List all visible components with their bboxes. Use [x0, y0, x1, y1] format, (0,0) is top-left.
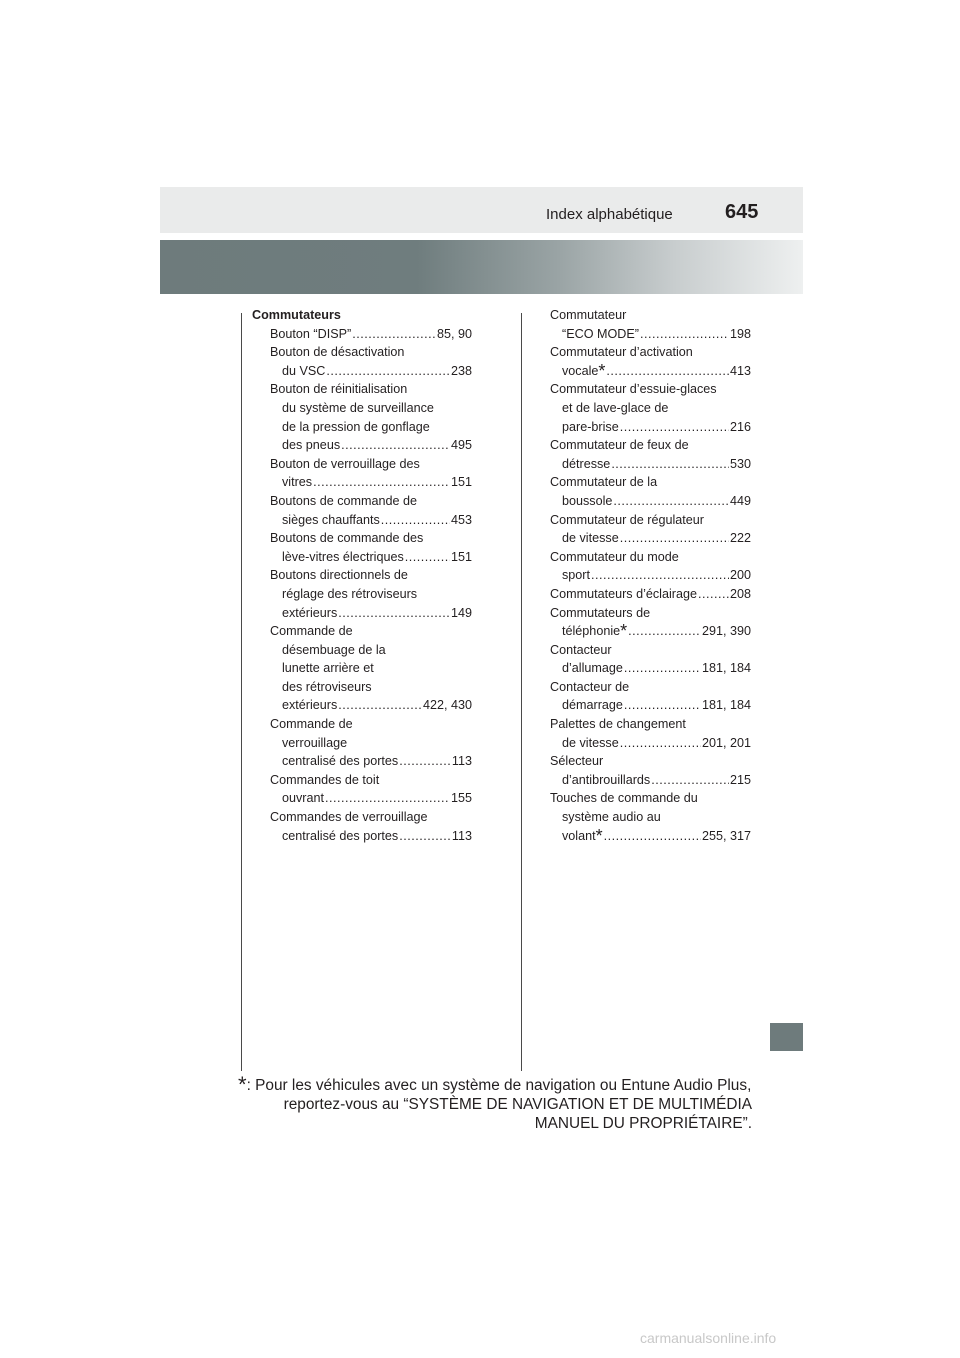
index-entry-last-line: téléphonie * . . . 291, 390: [550, 622, 751, 641]
index-entry: [550, 343, 751, 380]
index-entry-line: Bouton de désactivation: [270, 345, 405, 360]
leader-dots: [352, 325, 436, 344]
index-page-ref: 216: [729, 419, 751, 434]
index-entry: [270, 529, 472, 566]
leader-dots: [325, 789, 450, 808]
leader-dots: [611, 455, 729, 474]
index-entry-last-line: [270, 752, 472, 771]
index-entry: [550, 585, 751, 604]
leader-dots: [326, 362, 450, 381]
leader-dots: [698, 585, 729, 604]
right-column-rule: [521, 313, 522, 1071]
index-entry-line: lunette arrière et: [282, 661, 374, 676]
index-entry-line: verrouillage: [282, 735, 348, 750]
index-page-ref: 422, 430: [422, 698, 472, 713]
index-entry-line: et de lave-glace de: [562, 400, 669, 415]
index-column-left: [252, 306, 472, 845]
leader-dots: [628, 622, 701, 641]
index-page-ref: 238: [450, 363, 472, 378]
index-page-ref: 149: [450, 605, 472, 620]
index-entry-text: boussole: [562, 493, 613, 508]
leader-dots: [604, 827, 701, 846]
index-entry-line: Touches de commande du: [550, 791, 698, 806]
index-entry-line: Commutateur du mode: [550, 549, 679, 564]
leader-dots: [620, 734, 701, 753]
index-entry-text: vitres: [282, 475, 313, 490]
index-page-ref: 200: [729, 568, 751, 583]
index-entry-last-line: vocale * . . . 413: [550, 362, 751, 381]
index-entry-line: désembuage de la: [282, 642, 386, 657]
leader-dots: [640, 325, 729, 344]
leader-dots: [338, 696, 422, 715]
left-column-rule: [241, 313, 242, 1071]
index-entry-line: Contacteur: [550, 642, 612, 657]
index-page-ref: 113: [451, 754, 472, 769]
index-entry-line: Commutateur d’activation: [550, 345, 693, 360]
index-entry-text: de vitesse: [562, 531, 619, 546]
index-page-ref: 215: [729, 772, 751, 787]
leader-dots: [399, 752, 451, 771]
index-entry-text: centralisé des portes: [282, 828, 399, 843]
leader-dots: [606, 362, 729, 381]
index-entry-line: Commutateurs de: [550, 605, 651, 620]
leader-dots: [624, 696, 701, 715]
index-entry-last-line: [270, 548, 472, 567]
leader-dots: [381, 511, 450, 530]
index-entry: [270, 808, 472, 845]
leader-dots: [399, 827, 451, 846]
index-entry: [550, 752, 751, 789]
index-entry-line: Boutons de commande de: [270, 493, 418, 508]
index-entry-last-line: [550, 492, 751, 511]
index-page-ref: 255, 317: [701, 828, 751, 843]
index-entry: [550, 789, 751, 845]
index-entry: [270, 622, 472, 715]
index-entry-line: Commande de: [270, 624, 353, 639]
index-entry-text: centralisé des portes: [282, 754, 399, 769]
index-entry-line: Commande de: [270, 717, 353, 732]
index-entry-last-line: [550, 529, 751, 548]
index-entry: [270, 325, 472, 344]
index-page-ref: 181, 184: [701, 661, 751, 676]
index-entry: [550, 306, 751, 343]
index-entry-text: lève-vitres électriques: [282, 549, 404, 564]
index-entry-text: d’antibrouillards: [562, 772, 651, 787]
index-entry-last-line: [550, 734, 751, 753]
index-entry-text: sport: [562, 568, 590, 583]
index-entry-line: Commutateur d’essuie-glaces: [550, 382, 717, 397]
header-band: [160, 187, 803, 233]
section-title: Index alphabétique: [546, 206, 673, 223]
index-entry-text: “ECO MODE”: [562, 326, 639, 341]
index-entry-line: de la pression de gonflage: [282, 419, 430, 434]
index-entry-text: détresse: [562, 456, 611, 471]
footnote-line-3: MANUEL DU PROPRIÉTAIRE”.: [534, 1115, 752, 1132]
index-entry-last-line: [550, 455, 751, 474]
index-page-ref: 291, 390: [701, 624, 751, 639]
index-entry-text: vocale: [562, 363, 599, 378]
index-entry-last-line: [550, 771, 751, 790]
index-entry: [550, 678, 751, 715]
index-entry-line: Commandes de toit: [270, 772, 380, 787]
index-entry-text: volant: [562, 828, 596, 843]
index-entry-text: du VSC: [282, 363, 326, 378]
index-page-ref: 453: [450, 512, 472, 527]
index-entry-line: Commutateur: [550, 308, 627, 322]
index-entry-text: d’allumage: [562, 661, 623, 676]
index-entry-last-line: [270, 604, 472, 623]
leader-dots: [341, 436, 450, 455]
leader-dots: [338, 604, 450, 623]
footnote-line-1: *: Pour les véhicules avec un système de navigation ou Entune Audio Plus,: [238, 1072, 752, 1097]
index-entry: [550, 641, 751, 678]
index-entry-text: Bouton “DISP”: [270, 326, 352, 341]
index-entry: [550, 604, 751, 641]
index-entry-line: Commutateur de régulateur: [550, 512, 705, 527]
index-entry-text: sièges chauffants: [282, 512, 380, 527]
page-number: 645: [725, 201, 759, 223]
index-entry-text: téléphonie: [562, 624, 621, 639]
index-entry-line: Bouton de réinitialisation: [270, 382, 408, 397]
index-entry-line: Sélecteur: [550, 754, 604, 769]
index-heading: Commutateurs: [252, 308, 341, 322]
index-page-ref: 495: [450, 438, 472, 453]
index-entry-last-line: [550, 696, 751, 715]
index-page-ref: 155: [450, 791, 472, 806]
index-entry: [550, 473, 751, 510]
leader-dots: [624, 659, 701, 678]
index-entry-line: Commutateur de la: [550, 475, 658, 490]
index-entry-line: système audio au: [562, 810, 661, 825]
index-entry: [270, 771, 472, 808]
index-page-ref: 181, 184: [701, 698, 751, 713]
index-entry-line: Commandes de verrouillage: [270, 810, 428, 825]
watermark: carmanualsonline.info: [640, 1330, 777, 1346]
index-entry-last-line: [550, 566, 751, 585]
index-entry-text: démarrage: [562, 698, 623, 713]
leader-dots: [651, 771, 729, 790]
index-page-ref: 201, 201: [701, 735, 751, 750]
index-entry-last-line: [270, 827, 472, 846]
index-entry-text: extérieurs: [282, 605, 338, 620]
index-entry-text: de vitesse: [562, 735, 619, 750]
index-entry-last-line: [550, 659, 751, 678]
index-entry-text: ouvrant: [282, 791, 325, 806]
index-entry: [270, 492, 472, 529]
index-page-ref: 198: [729, 326, 751, 341]
index-entry-last-line: [270, 362, 472, 381]
index-entry-last-line: [270, 473, 472, 492]
index-page-ref: 208: [729, 586, 751, 601]
index-entry-text: extérieurs: [282, 698, 338, 713]
index-page-ref: 151: [450, 475, 472, 490]
leader-dots: [620, 418, 729, 437]
index-entry-line: réglage des rétroviseurs: [282, 586, 418, 601]
index-entry-line: Palettes de changement: [550, 717, 686, 732]
index-entry-last-line: [550, 325, 751, 344]
index-entry-last-line: [270, 789, 472, 808]
index-entry: [550, 511, 751, 548]
index-entry-text: des pneus: [282, 438, 341, 453]
leader-dots: [405, 548, 450, 567]
index-entry-line: Commutateur de feux de: [550, 438, 689, 453]
index-page-ref: 85, 90: [436, 326, 472, 341]
footnote-line-2: reportez-vous au “SYSTÈME DE NAVIGATION ET DE MULTIMÉDIA: [283, 1096, 752, 1113]
index-page-ref: 151: [450, 549, 472, 564]
index-entry-last-line: [270, 696, 472, 715]
index-entry: [270, 566, 472, 622]
index-entry: [270, 380, 472, 454]
index-entry-text: Commutateurs d’éclairage: [550, 586, 697, 601]
footnote: [238, 1072, 752, 1133]
index-entry-line: Contacteur de: [550, 679, 630, 694]
index-page-ref: 449: [729, 493, 751, 508]
index-entry-text: pare-brise: [562, 419, 619, 434]
index-entry-line: Boutons directionnels de: [270, 568, 408, 583]
index-entry-last-line: [270, 511, 472, 530]
chapter-tab: [770, 1023, 803, 1051]
footnote-star: *: [238, 1072, 247, 1097]
index-entry: [270, 455, 472, 492]
index-column-right: [550, 306, 751, 845]
index-entry: [270, 715, 472, 771]
index-entry: [550, 436, 751, 473]
index-entry-last-line: [270, 436, 472, 455]
index-entry: [550, 380, 751, 436]
index-entry-last-line: [270, 325, 472, 344]
index-entry-last-line: [550, 418, 751, 437]
leader-dots: [613, 492, 729, 511]
index-entry-last-line: volant * . . . 255, 317: [550, 827, 751, 846]
index-page-ref: 113: [451, 828, 472, 843]
index-entry-line: des rétroviseurs: [282, 679, 372, 694]
leader-dots: [620, 529, 729, 548]
index-entry: [270, 343, 472, 380]
index-entry-line: Bouton de verrouillage des: [270, 456, 420, 471]
header-gradient-bar: [160, 240, 803, 294]
index-entry: [550, 548, 751, 585]
index-entry-last-line: [550, 585, 751, 604]
index-page-ref: 222: [729, 531, 751, 546]
index-page-ref: 530: [729, 456, 751, 471]
index-entry: [550, 715, 751, 752]
index-page-ref: 413: [729, 363, 751, 378]
leader-dots: [313, 473, 450, 492]
leader-dots: [591, 566, 729, 585]
index-entry-line: du système de surveillance: [282, 400, 434, 415]
index-entry-line: Boutons de commande des: [270, 531, 424, 546]
